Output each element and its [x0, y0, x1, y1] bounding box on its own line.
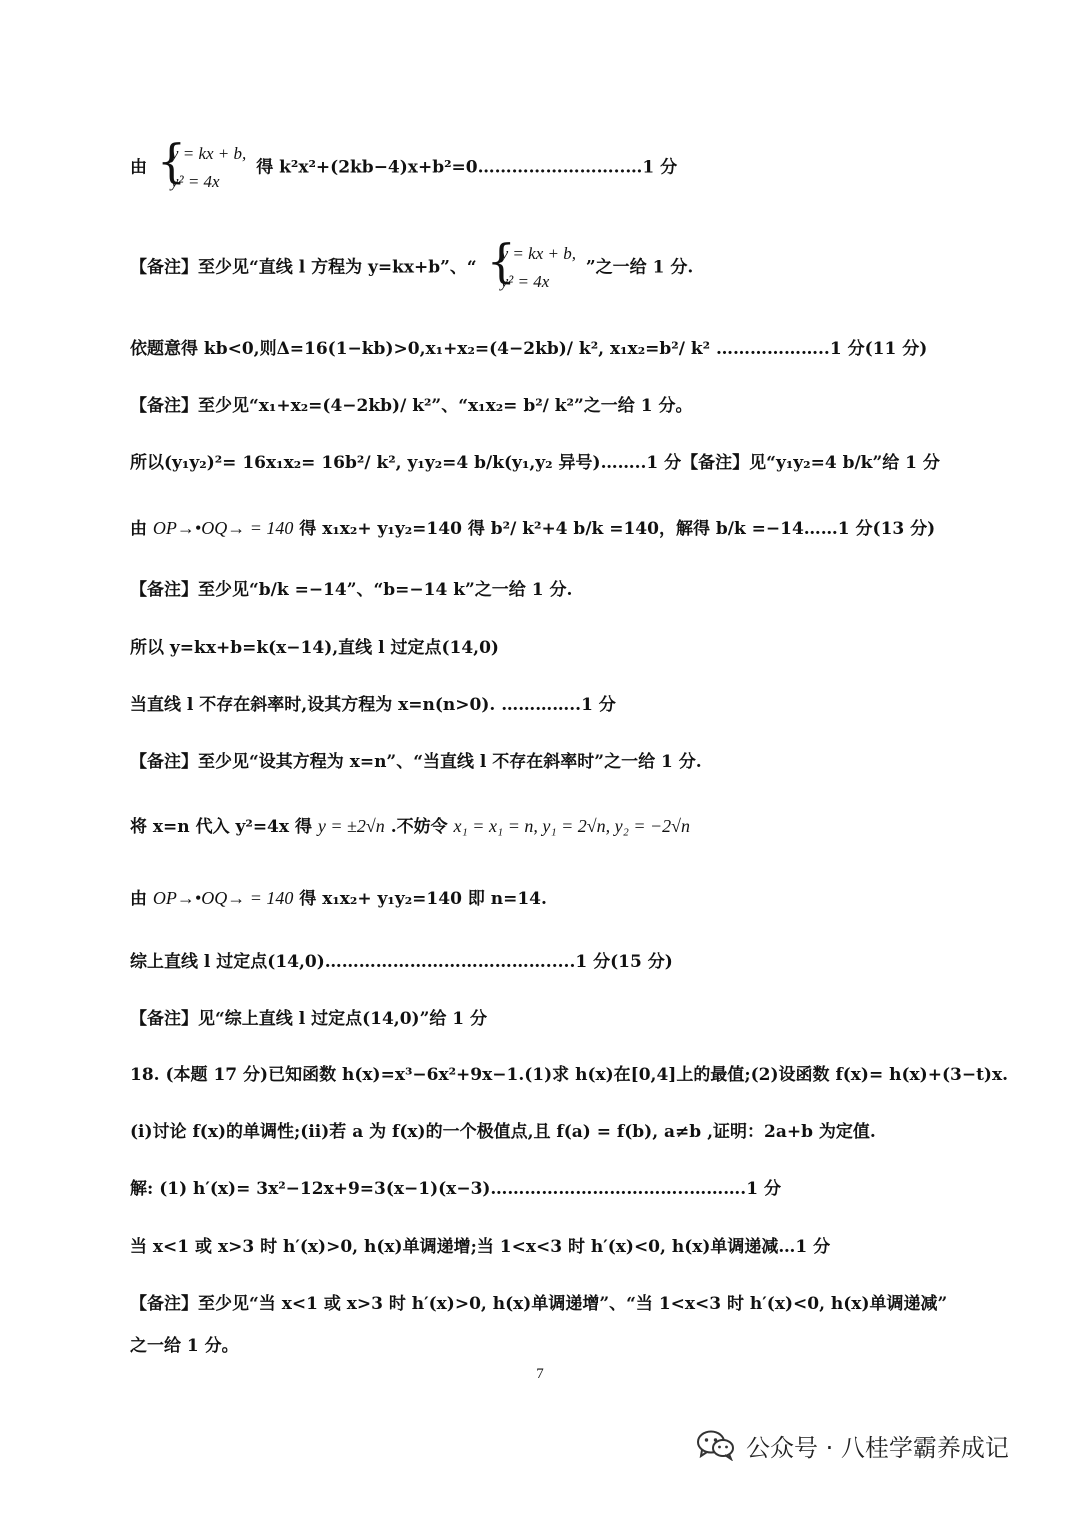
text-line: 当 x<1 或 x>3 时 h′(x)>0, h(x)单调递增;当 1<x<3 时 h′(x)<0, h(x)单调递减…1 分 [130, 1237, 831, 1257]
line-suffix: 得 x₁x₂+ y₁y₂=140 即 n=14. [299, 889, 547, 909]
system-eq-2: y² = 4x [170, 172, 220, 191]
remark-line [130, 234, 694, 296]
vector-formula: OP→•OQ→ = 140 [152, 888, 294, 908]
equation-system [486, 234, 576, 296]
wechat-icon [696, 1429, 736, 1461]
remark-line: 【备注】至少见“设其方程为 x=n”、“当直线 l 不存在斜率时”之一给 1 分. [130, 752, 702, 772]
equation-line [130, 134, 678, 196]
line-prefix: 【备注】至少见“直线 l 方程为 y=kx+b”、“ [130, 257, 477, 278]
vector-formula: OP→•OQ→ = 140 [152, 518, 294, 538]
line-prefix: 由 [130, 157, 147, 178]
formula: y = ±2√n [317, 816, 385, 836]
line-suffix: ”之一给 1 分. [585, 257, 694, 278]
system-eq-1: y = kx + b, [170, 144, 247, 163]
text-line: 综上直线 l 过定点(14,0)………………………………….....1 分(15 分) [130, 952, 673, 972]
text-line [130, 516, 935, 541]
problem-line: (i)讨论 f(x)的单调性;(ii)若 a 为 f(x)的一个极值点,且 f(a) = f(b), a≠b ,证明：2a+b 为定值. [130, 1122, 876, 1142]
text-line: 解: (1) h′(x)= 3x²−12x+9=3(x−1)(x−3)……………………………..……….1 分 [130, 1179, 781, 1199]
system-eq-2: y² = 4x [500, 272, 550, 291]
page-number: 7 [536, 1366, 544, 1382]
problem-line: 18. (本题 17 分)已知函数 h(x)=x³−6x²+9x−1.(1)求 h(x)在[0,4]上的最值;(2)设函数 f(x)= h(x)+(3−t)x. [130, 1065, 1009, 1085]
line-suffix: .不妨令 [390, 817, 448, 837]
line-prefix: 将 x=n 代入 y²=4x 得 [130, 817, 312, 837]
brace-icon: { [156, 134, 187, 188]
text-line [130, 886, 547, 911]
text-line [130, 814, 690, 839]
text-line: 所以(y₁y₂)²= 16x₁x₂= 16b²/ k², y₁y₂=4 b/k(y₁,y₂ 异号)……..1 分【备注】见“y₁y₂=4 b/k”给 1 分 [130, 453, 940, 473]
remark-line: 【备注】至少见“b/k =−14”、“b=−14 k”之一给 1 分. [130, 580, 573, 600]
watermark [696, 1425, 1009, 1465]
equation-system [156, 134, 247, 196]
formula: x₁ = x₁ = n, y₁ = 2√n, y₂ = −2√n [453, 816, 691, 836]
remark-line: 【备注】见“综上直线 l 过定点(14,0)”给 1 分 [130, 1009, 488, 1029]
line-prefix: 由 [130, 889, 147, 909]
remark-line: 【备注】至少见“x₁+x₂=(4−2kb)/ k²”、“x₁x₂= b²/ k²”之一给 1 分。 [130, 396, 693, 416]
system-eq-1: y = kx + b, [500, 244, 576, 263]
brace-icon: { [486, 234, 516, 288]
line-suffix: 得 k²x²+(2kb−4)x+b²=0……………………..…1 分 [256, 157, 678, 178]
line-suffix: 得 x₁x₂+ y₁y₂=140 得 b²/ k²+4 b/k =140，解得 b/k =−14……1 分(13 分) [299, 519, 936, 539]
remark-line: 【备注】至少见“当 x<1 或 x>3 时 h′(x)>0, h(x)单调递增”、“当 1<x<3 时 h′(x)<0, h(x)单调递减” [130, 1294, 948, 1314]
line-prefix: 由 [130, 519, 147, 539]
text-line: 依题意得 kb<0,则Δ=16(1−kb)>0,x₁+x₂=(4−2kb)/ k², x₁x₂=b²/ k² ………………..1 分(11 分) [130, 339, 928, 359]
remark-line: 之一给 1 分。 [130, 1336, 239, 1356]
watermark-text: 公众号 · 八桂学霸养成记 [746, 1433, 1009, 1462]
text-line: 所以 y=kx+b=k(x−14),直线 l 过定点(14,0) [130, 638, 499, 658]
text-line: 当直线 l 不存在斜率时,设其方程为 x=n(n>0). …………..1 分 [130, 695, 616, 715]
